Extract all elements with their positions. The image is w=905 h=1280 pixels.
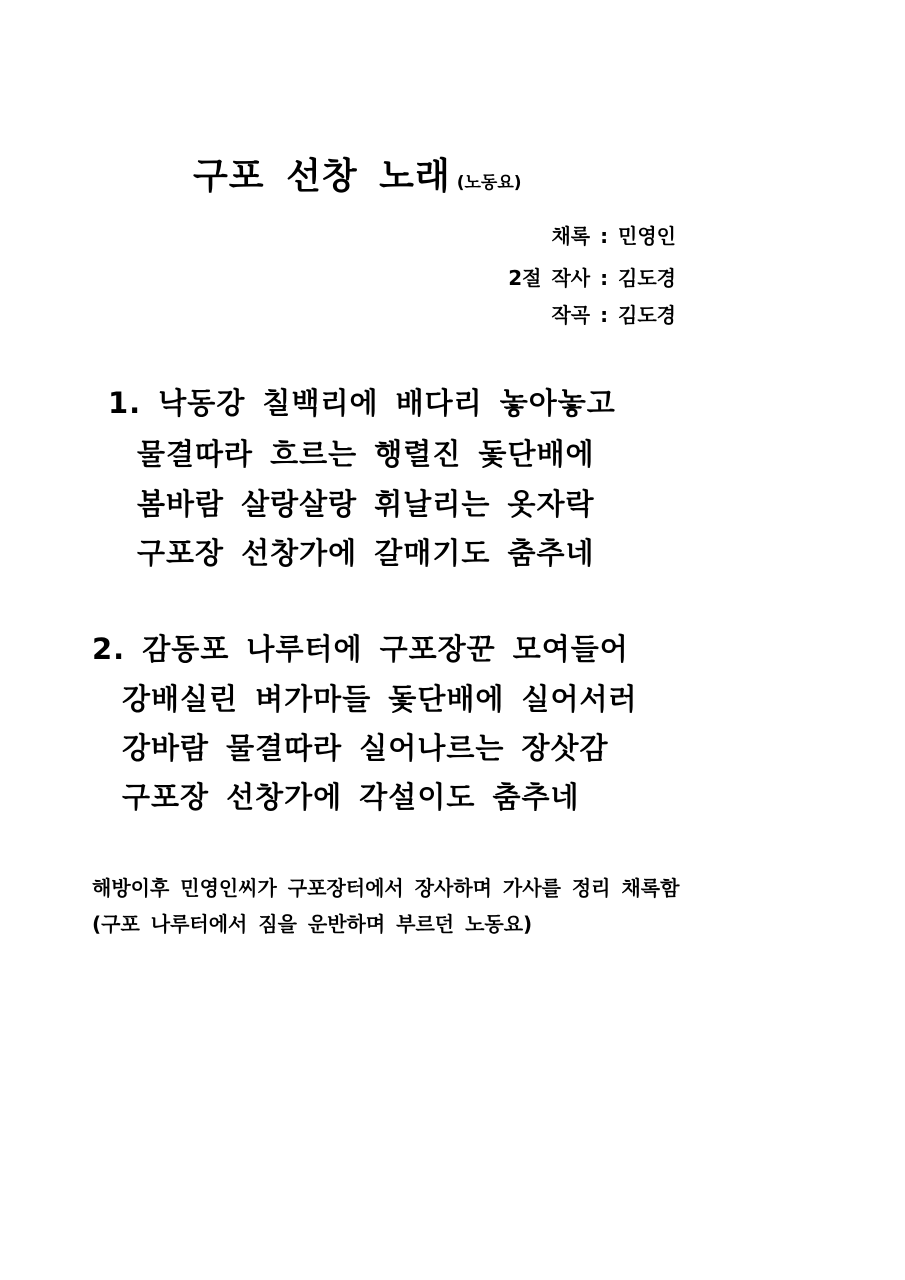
footnote-line: 해방이후 민영인씨가 구포장터에서 장사하며 가사를 정리 채록함	[92, 876, 680, 900]
verse-line: 구포장 선창가에 갈매기도 춤추네	[137, 536, 595, 570]
verse-line: 물결따라 흐르는 행렬진 돛단배에	[137, 437, 595, 471]
credit-composer: 작곡 : 김도경	[551, 303, 676, 327]
verse-line: 강배실린 벼가마들 돛단배에 실어서러	[122, 682, 638, 716]
footnote-line: (구포 나루터에서 짐을 운반하며 부르던 노동요)	[92, 912, 533, 936]
song-title-genre: (노동요)	[456, 173, 522, 193]
verse-line: 1. 낙동강 칠백리에 배다리 놓아놓고	[108, 386, 616, 420]
verse-line: 2. 감동포 나루터에 구포장꾼 모여들어	[92, 632, 629, 666]
verse-line: 강바람 물결따라 실어나르는 장삿감	[122, 731, 609, 765]
credit-verse2-lyricist: 2절 작사 : 김도경	[508, 266, 676, 290]
verse-line: 구포장 선창가에 각설이도 춤추네	[122, 780, 580, 814]
song-title	[193, 148, 522, 199]
credit-collected-by: 채록 : 민영인	[551, 224, 676, 248]
song-title-main: 구포 선창 노래	[193, 156, 451, 197]
verse-line: 봄바람 살랑살랑 휘날리는 옷자락	[137, 487, 595, 521]
